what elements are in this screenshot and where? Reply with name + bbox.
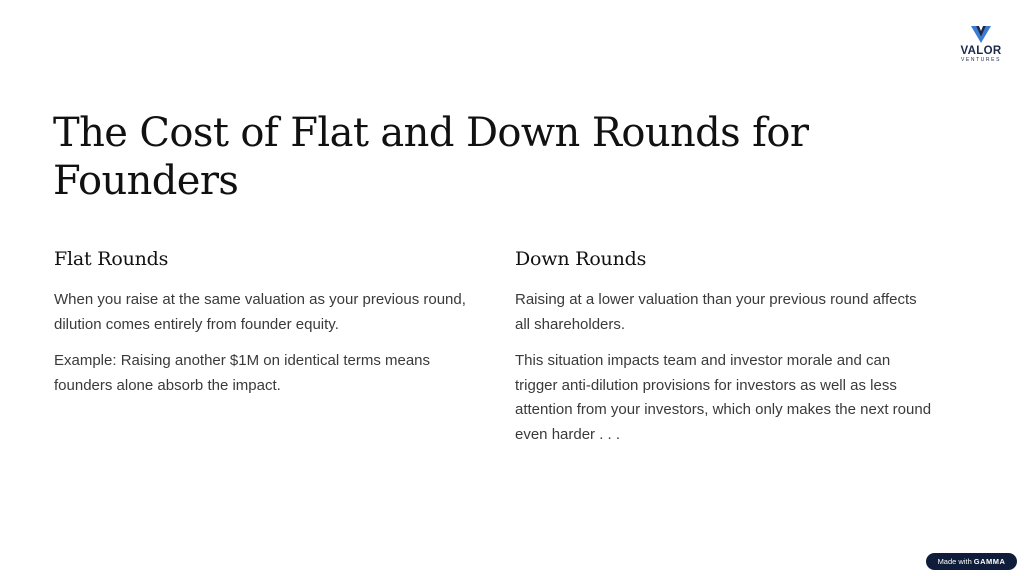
column-paragraph: Example: Raising another $1M on identical terms means founders alone absorb the impact.: [54, 352, 431, 394]
slide-title: The Cost of Flat and Down Rounds for Founders: [53, 110, 809, 204]
column-heading: Down Rounds: [515, 248, 647, 270]
logo-wordmark: VALOR: [960, 45, 1002, 57]
column-paragraph: When you raise at the same valuation as your previous round, dilution comes entirely from founder equity.: [54, 291, 466, 333]
valor-ventures-logo: [951, 24, 1011, 63]
column-paragraph: This situation impacts team and investor morale and can trigger anti-dilution provisions for investors as well as less attention from your investors, which only makes the next round even harder . . .: [515, 352, 932, 443]
v-chevron-icon: [970, 24, 992, 44]
down-rounds-column: [515, 245, 935, 459]
column-paragraph: Raising at a lower valuation than your previous round affects all shareholders.: [515, 291, 917, 333]
column-heading: Flat Rounds: [54, 248, 169, 270]
gamma-wordmark: GAMMA: [973, 557, 1006, 566]
badge-prefix: Made with: [937, 557, 972, 566]
made-with-gamma-badge[interactable]: [926, 553, 1017, 570]
flat-rounds-column: [54, 245, 474, 410]
logo-subtitle: VENTURES: [960, 57, 1002, 63]
